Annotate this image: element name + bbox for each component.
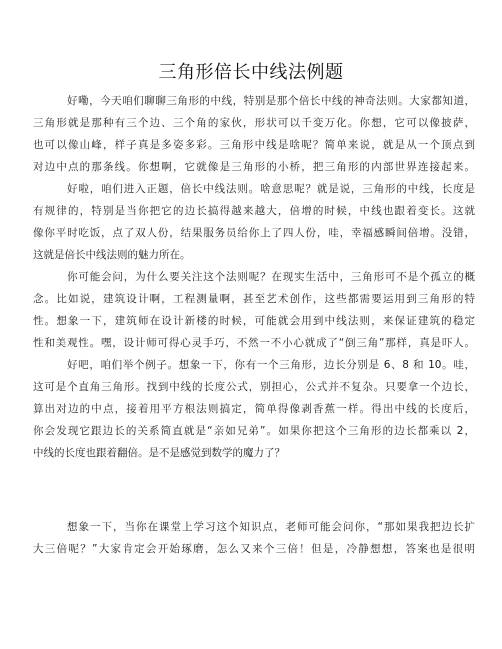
paragraph-line: 算出对边的中点，接着用平方根法则搞定，简单得像剥香蕉一样。得出中线的长度后，: [33, 403, 475, 415]
paragraph-line: 这就是倍长中线法则的魅力所在。: [33, 249, 191, 261]
paragraph-line: 你会发现它跟边长的关系简直就是“亲如兄弟”。如果你把这个三角形的边长都乘以 2，: [33, 425, 475, 437]
paragraph-5: [33, 516, 475, 560]
paragraph-1: [33, 90, 475, 178]
paragraph-line: 这可是个直角三角形。找到中线的长度公式，别担心，公式并不复杂。只要拿一个边长，: [33, 381, 475, 393]
paragraph-4: [33, 354, 475, 464]
paragraph-line: 好啦，咱们进入正题，倍长中线法则。啥意思呢？就是说，三角形的中线，长度是: [67, 183, 475, 195]
paragraph-2: [33, 178, 475, 266]
paragraph-line: 有规律的，特别是当你把它的边长搞得越来越大，倍增的时候，中线也跟着变长。这就: [33, 205, 475, 217]
paragraph-line: 三角形就是那种有三个边、三个角的家伙，形状可以千变万化。你想，它可以像披萨，: [33, 117, 475, 129]
paragraph-3: [33, 266, 475, 354]
paragraph-line: 性。想象一下，建筑师在设计新楼的时候，可能就会用到中线法则，来保证建筑的稳定: [33, 315, 475, 327]
paragraph-line: 性和美观性。嘿，设计师可得心灵手巧，不然一不小心就成了“倒三角”那样，真是吓人。: [33, 337, 475, 349]
paragraph-line: 对边中点的那条线。你想啊，它就像是三角形的小桥，把三角形的内部世界连接起来。: [33, 161, 475, 173]
paragraph-line: 你可能会问，为什么要关注这个法则呢？在现实生活中，三角形可不是个孤立的概: [67, 271, 475, 283]
paragraph-line: 也可以像山峰，样子真是多姿多彩。三角形中线是啥呢？简单来说，就是从一个顶点到: [33, 139, 475, 151]
page-title: 三角形倍长中线法例题: [158, 62, 344, 83]
paragraph-line: 好吧，咱们举个例子。想象一下，你有一个三角形，边长分别是 6、8 和 10。哇，: [67, 359, 475, 371]
paragraph-line: 中线的长度也跟着翻倍。是不是感觉到数学的魔力了？: [33, 447, 285, 459]
paragraph-line: 好嘞，今天咱们聊聊三角形的中线，特别是那个倍长中线的神奇法则。大家都知道，: [67, 95, 475, 107]
paragraph-line: 念。比如说，建筑设计啊，工程测量啊，甚至艺术创作，这些都需要运用到三角形的特: [33, 293, 475, 305]
paragraph-line: 像你平时吃饭，点了双人份，结果服务员给你上了四人份，哇，幸福感瞬间倍增。没错，: [33, 227, 475, 239]
paragraph-line: 大三倍呢？”大家肯定会开始琢磨，怎么又来个三倍！但是，冷静想想，答案也是很明: [33, 543, 475, 555]
paragraph-line: 想象一下，当你在课堂上学习这个知识点，老师可能会问你，“那如果我把边长扩: [67, 521, 475, 533]
